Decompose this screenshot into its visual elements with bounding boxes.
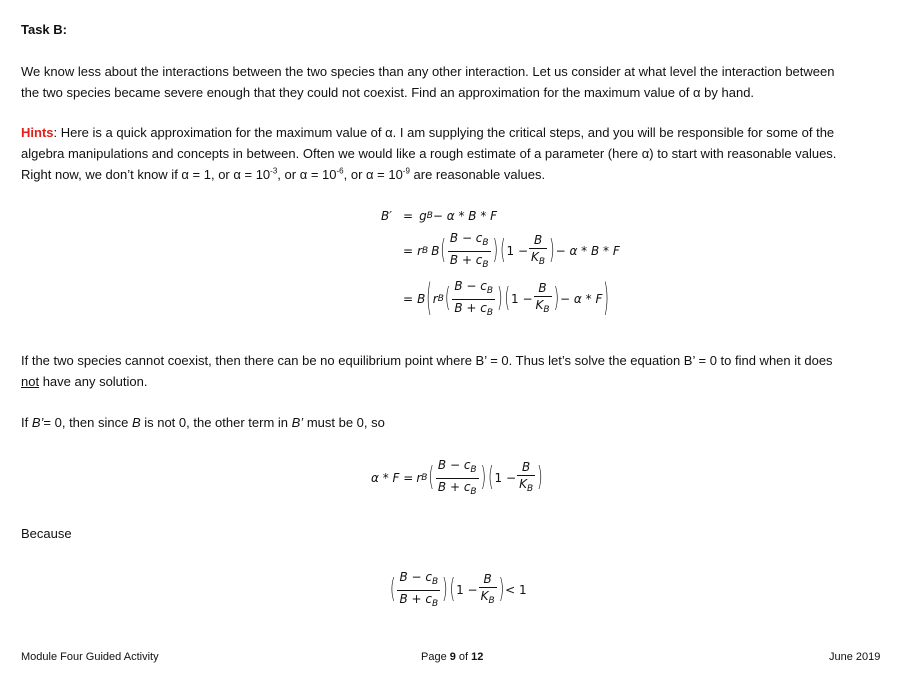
task-title: Task B:: [21, 22, 67, 37]
equation-block-1: [381, 207, 620, 321]
coexist-line-2: not have any solution.: [21, 374, 148, 389]
intro-paragraph: [21, 61, 901, 103]
because-text: Because: [21, 526, 72, 541]
equation-2: α * F = r B ( $\frac{B - c_B}{B + c_B}$ ) ( 1 − $\frac{B}{K_B}$ ): [371, 457, 543, 497]
hints-paragraph: [21, 122, 901, 185]
hints-line-2: algebra manipulations and concepts in between. Often we would like a rough estimate of a parameter (here α) to start with reasonable values.: [21, 146, 837, 161]
hints-line-1: : Here is a quick approximation for the maximum value of α. I am supplying the critical steps, and you will be responsible for some of the: [53, 125, 835, 140]
eq1-line-3: = B ( r B ( $\frac{B - c_B}{B + c_B}$ ) ( 1 − $\frac{B}{K_B}$ ) − α * F ): [403, 277, 609, 321]
intro-line-2: the two species became severe enough that they could not coexist. Find an approximation for the maximum value of α by hand.: [21, 85, 755, 100]
condition-paragraph: If B’= 0, then since B is not 0, the other term in B’ must be 0, so: [21, 415, 385, 430]
footer-module: Module Four Guided Activity: [21, 651, 159, 663]
eq1-line-2: = r B B ( $\frac{B - c_B}{B + c_B}$ ) ( 1 − $\frac{B}{K_B}$ ) − α * B * F: [403, 230, 620, 270]
equation-3: ( $\frac{B - c_B}{B + c_B}$ ) ( 1 − $\frac{B}{K_B}$ ) < 1: [390, 569, 527, 609]
footer-date: June 2019: [829, 651, 881, 663]
hints-label: Hints: [21, 125, 54, 140]
coexist-line-1: If the two species cannot coexist, then there can be no equilibrium point where B’ = 0. Thus let’s solve the equation B’ = 0 to find when it does: [21, 353, 833, 368]
coexist-paragraph: [21, 350, 901, 392]
eq1-line-1: B′ = g B − α * B * F: [381, 209, 498, 223]
intro-line-1: We know less about the interactions between the two species than any other interaction. Let us consider at what level the interaction between: [21, 64, 835, 79]
footer-page-number: Page 9 of 12: [421, 651, 484, 663]
hints-line-3: Right now, we don’t know if α = 1, or $\alpha = 10^{-3}$, or $\alpha = 10^{-6}$, or $\alpha = 10^{-9}$ are reasonable values.: [21, 166, 546, 182]
